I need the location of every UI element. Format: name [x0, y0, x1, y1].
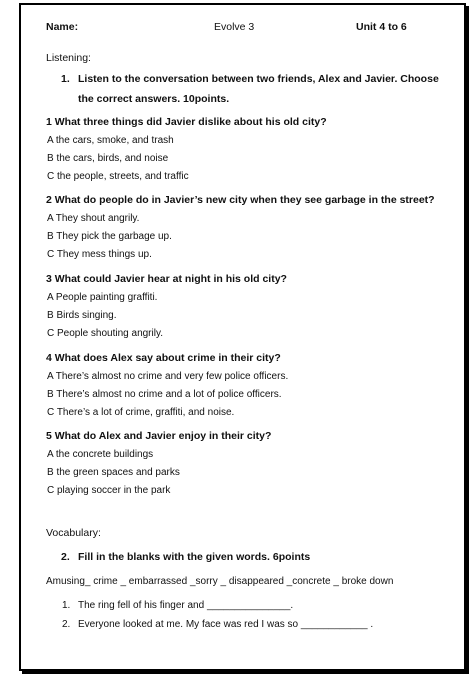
- question-4-option-b: B There’s almost no crime and a lot of police officers.: [47, 389, 282, 400]
- name-label: Name:: [46, 21, 79, 33]
- vocabulary-instruction-number: 2.: [61, 551, 70, 563]
- question-5-option-c: C playing soccer in the park: [47, 485, 171, 496]
- question-2: 2 What do people do in Javier’s new city when they see garbage in the street?: [46, 194, 435, 206]
- question-1-option-b: B the cars, birds, and noise: [47, 153, 169, 164]
- listening-instruction-line2: the correct answers. 10points.: [78, 93, 230, 105]
- question-3-option-b: B Birds singing.: [47, 310, 117, 321]
- question-3: 3 What could Javier hear at night in his old city?: [46, 273, 287, 285]
- question-4: 4 What does Alex say about crime in their city?: [46, 352, 281, 364]
- fill-item-1: The ring fell of his finger and _______________.: [78, 600, 294, 611]
- listening-instruction-line1: Listen to the conversation between two friends, Alex and Javier. Choose: [78, 73, 439, 85]
- vocabulary-instruction: Fill in the blanks with the given words. 6points: [78, 551, 311, 563]
- question-2-option-b: B They pick the garbage up.: [47, 231, 172, 242]
- unit-range: Unit 4 to 6: [356, 21, 407, 33]
- question-4-option-a: A There’s almost no crime and very few police officers.: [47, 371, 289, 382]
- question-2-option-a: A They shout angrily.: [47, 213, 140, 224]
- question-3-option-a: A People painting graffiti.: [47, 292, 158, 303]
- fill-item-2: Everyone looked at me. My face was red I was so ____________ .: [78, 619, 374, 630]
- question-5: 5 What do Alex and Javier enjoy in their city?: [46, 430, 272, 442]
- question-1: 1 What three things did Javier dislike about his old city?: [46, 116, 327, 128]
- question-5-option-b: B the green spaces and parks: [47, 467, 180, 478]
- listening-section-title: Listening:: [46, 52, 91, 64]
- question-2-option-c: C They mess things up.: [47, 249, 152, 260]
- vocabulary-section-title: Vocabulary:: [46, 527, 101, 539]
- question-3-option-c: C People shouting angrily.: [47, 328, 163, 339]
- question-1-option-c: C the people, streets, and traffic: [47, 171, 189, 182]
- listening-instruction-number: 1.: [61, 73, 70, 85]
- book-title: Evolve 3: [214, 21, 255, 33]
- question-4-option-c: C There’s a lot of crime, graffiti, and noise.: [47, 407, 235, 418]
- fill-item-1-number: 1.: [62, 600, 71, 611]
- word-bank: Amusing_ crime _ embarrassed _sorry _ disappeared _concrete _ broke down: [46, 576, 394, 587]
- question-5-option-a: A the concrete buildings: [47, 449, 154, 460]
- question-1-option-a: A the cars, smoke, and trash: [47, 135, 174, 146]
- fill-item-2-number: 2.: [62, 619, 71, 630]
